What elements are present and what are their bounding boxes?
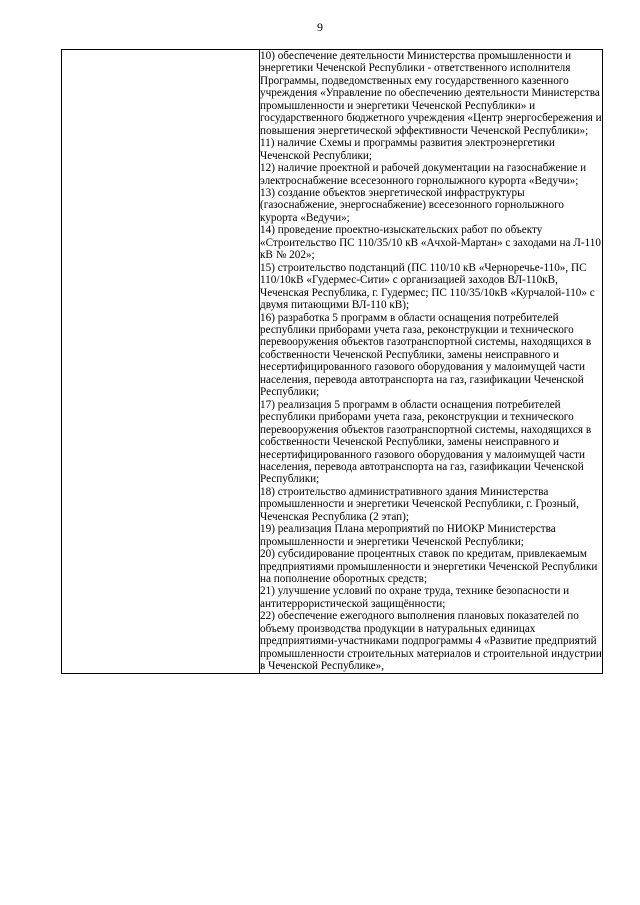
list-item: 11) наличие Схемы и программы развития электроэнергетики Чеченской Республики;	[260, 137, 555, 162]
list-item: 18) строительство административного здания Министерства промышленности и энергетики Чеченской Республики, г. Грозный, Чеченская Республика (2 этап);	[260, 485, 579, 523]
list-item: 12) наличие проектной и рабочей документации на газоснабжение и электроснабжение всесезонного горнолыжного курорта «Ведучи»;	[260, 162, 587, 187]
table-right-cell	[260, 50, 603, 674]
list-item: 13) создание объектов энергетической инфраструктуры (газоснабжение, энергоснабжение) всесезонного горнолыжного курорта «Ведучи»;	[260, 186, 565, 224]
table-row	[62, 50, 603, 674]
list-item: 17) реализация 5 программ в области оснащения потребителей республики приборами учета газа, реконструкции и технического перевооружения объектов газотранспортной системы, находящихся в собственности Чеченской Республики, замены неисправного и несертифицированного газового оборудования у малоимущей части населения, перевода автотранспорта на газ, газификации Чеченской Республики;	[260, 398, 592, 486]
list-item: 14) проведение проектно-изыскательских работ по объекту «Строительство ПС 110/35/10 кВ «Ачхой-Мартан» с заходами на Л-110 кВ № 202»;	[260, 224, 601, 262]
list-item: 19) реализация Плана мероприятий по НИОКР Министерства промышленности и энергетики Чеченской Республики;	[260, 523, 556, 548]
list-item: 16) разработка 5 программ в области оснащения потребителей республики приборами учета газа, реконструкции и технического перевооружения объектов газотранспортной системы, находящихся в собственности Чеченской Республики, замены неисправного и несертифицированного газового оборудования у малоимущей части населения, перевода автотранспорта на газ, газификации Чеченской Республики;	[260, 311, 592, 399]
document-table	[61, 49, 603, 674]
list-item: 21) улучшение условий по охране труда, технике безопасности и антитеррористической защищённости;	[260, 585, 570, 610]
table-left-cell	[62, 50, 260, 674]
list-item: 20) субсидирование процентных ставок по кредитам, привлекаемым предприятиями промышленности и энергетики Чеченской Республики на пополнение оборотных средств;	[260, 548, 598, 586]
list-item: 10) обеспечение деятельности Министерства промышленности и энергетики Чеченской Республики - ответственного исполнителя Программы, подведомственных ему государственного казенного учреждения «Управление по обеспечению деятельности Министерства промышленности и энергетики Чеченской Республики» и государственного бюджетного учреждения «Центр энергосбережения и повышения энергетической эффективности Чеченской Республики»;	[260, 50, 602, 137]
list-item: 22) обеспечение ежегодного выполнения плановых показателей по объему производства продукции в натуральных единицах предприятиями-участниками подпрограммы 4 «Развитие предприятий промышленности строительных материалов и строительной индустрии в Чеченской Республике»,	[260, 610, 602, 673]
page-number: 9	[317, 20, 323, 34]
list-item: 15) строительство подстанций (ПС 110/10 кВ «Черноречье-110», ПС 110/10кВ «Гудермес-Сити» с организацией заходов ВЛ-110кВ, Чеченская Республика, г. Гудермес; ПС 110/35/10кВ «Курчалой-110» с двумя питающими ВЛ-110 кВ);	[260, 261, 595, 312]
